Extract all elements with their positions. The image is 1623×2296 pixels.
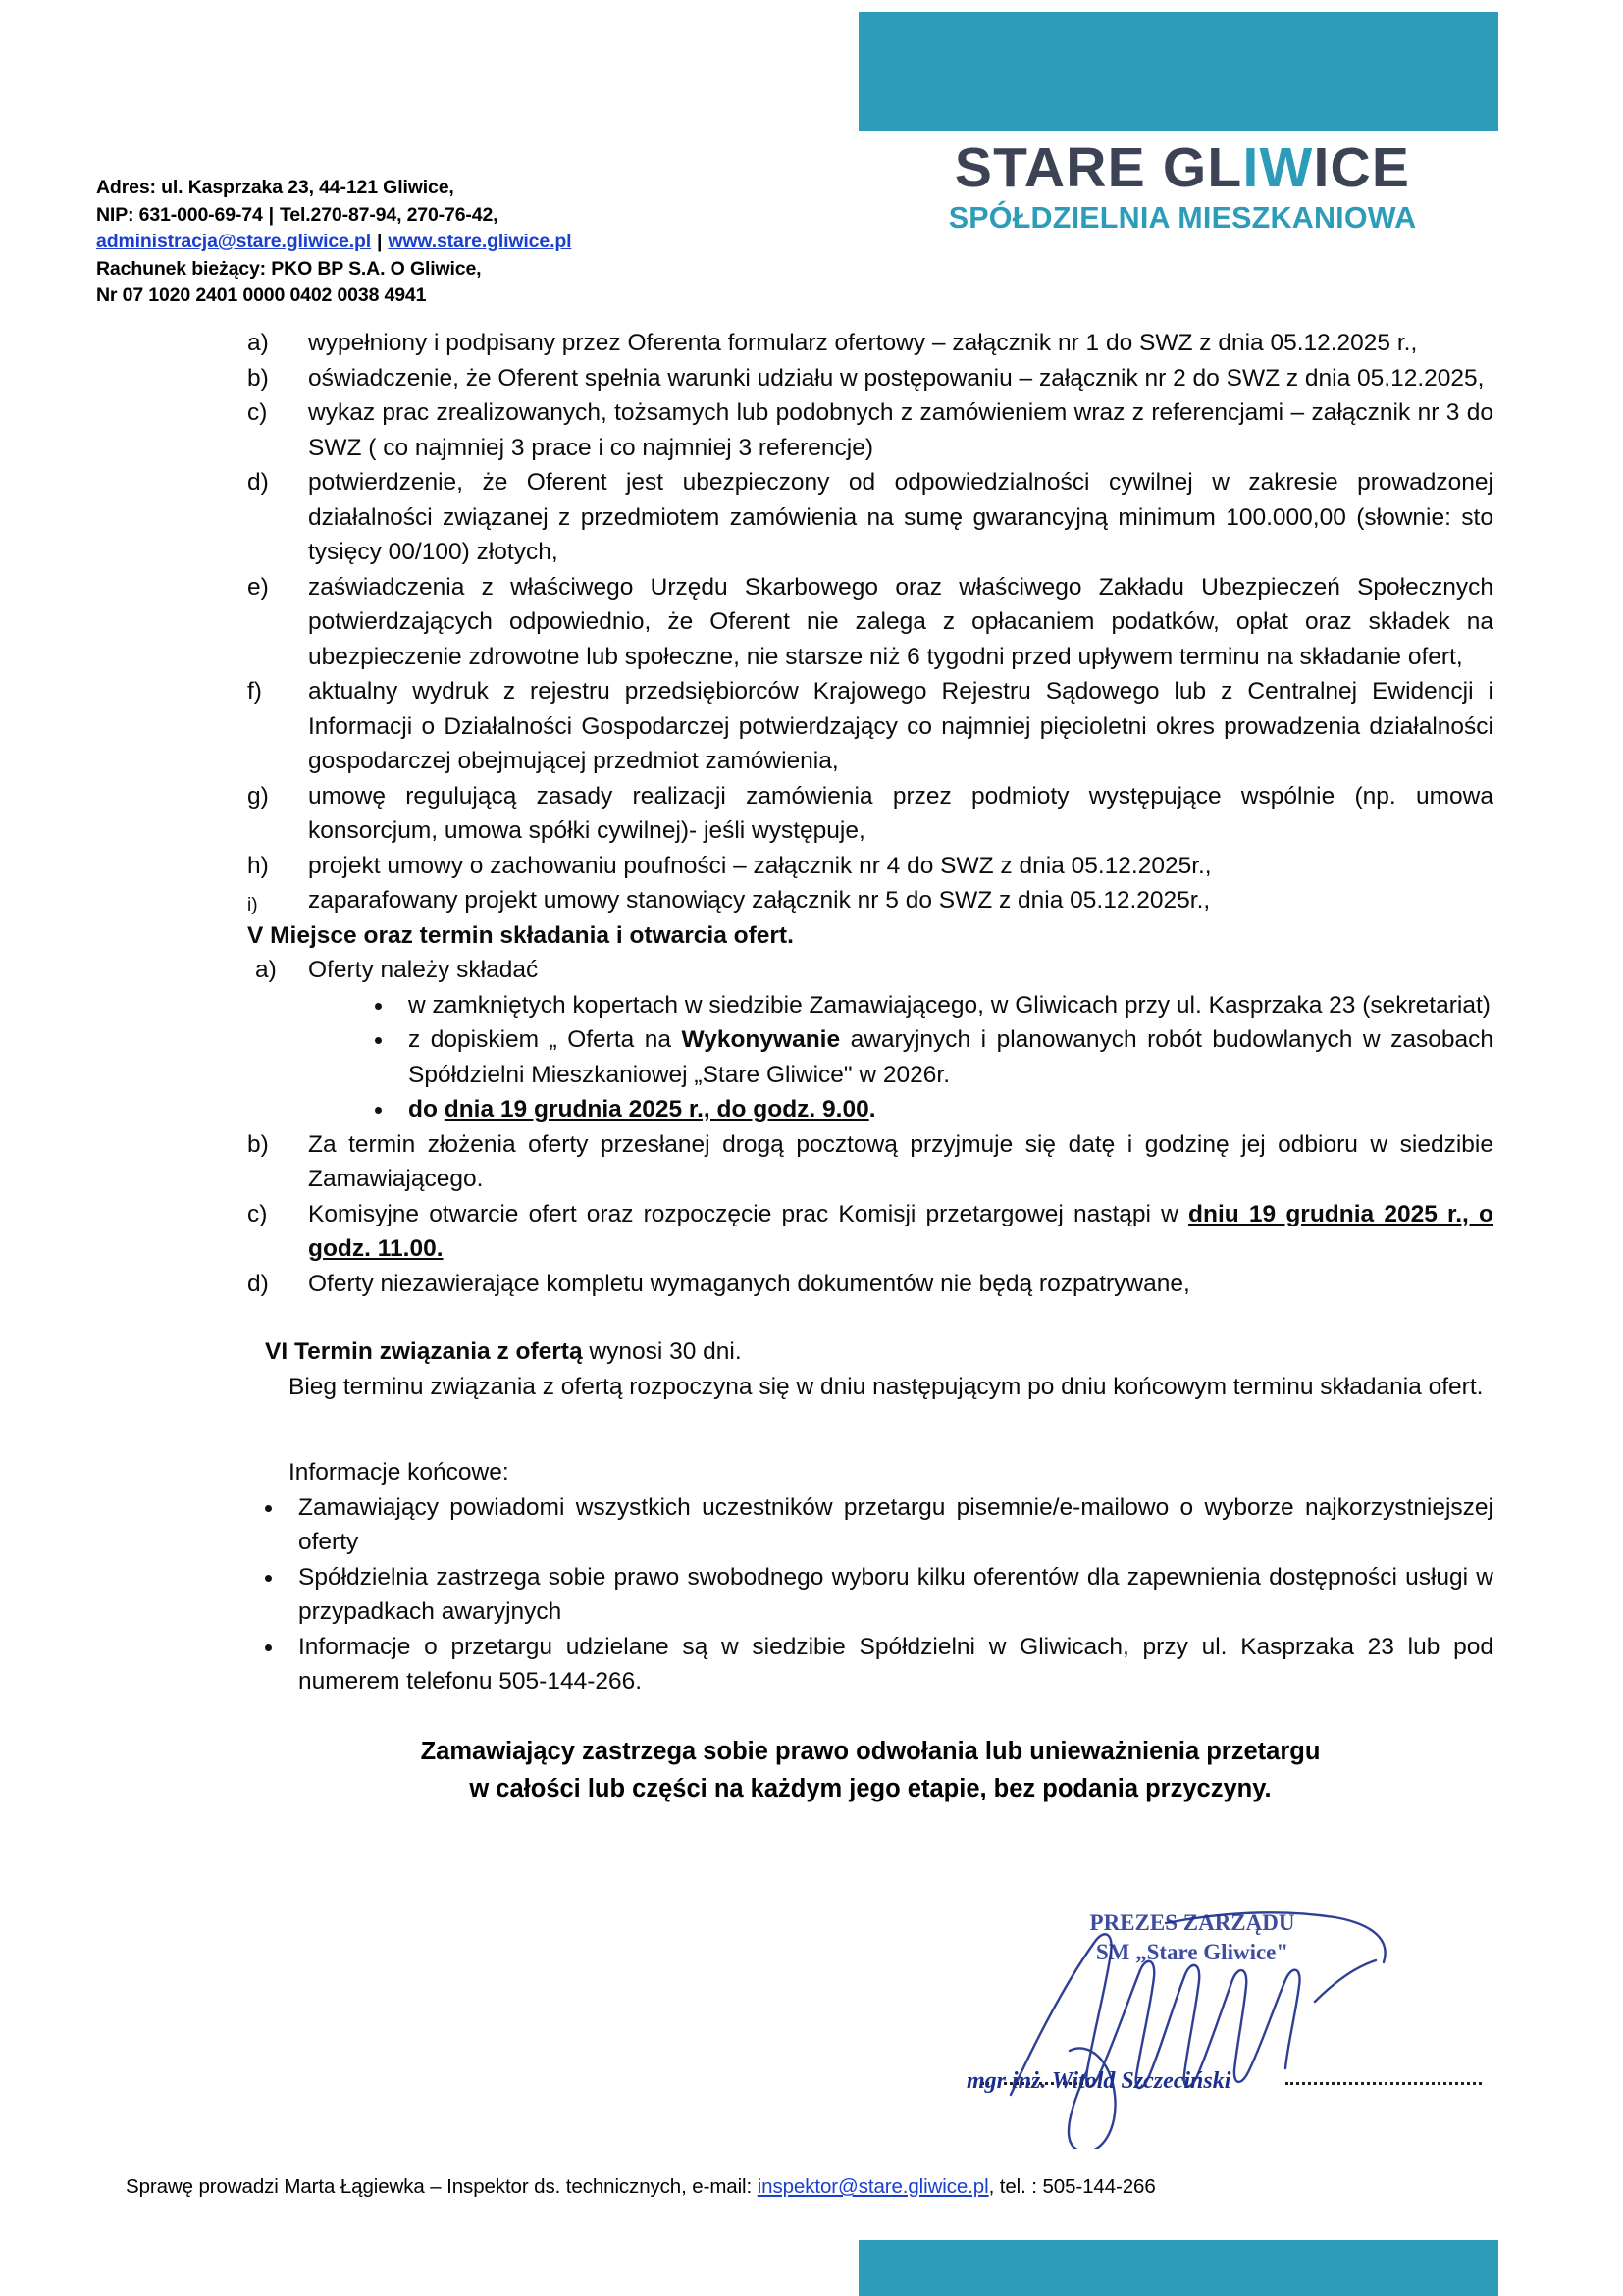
- list-item-text: projekt umowy o zachowaniu poufności – załącznik nr 4 do SWZ z dnia 05.12.2025r.,: [308, 852, 1212, 879]
- list-marker: a): [255, 957, 277, 983]
- section-vi-heading-bold: VI Termin związania z ofertą: [265, 1338, 583, 1365]
- closing-line-2: w całości lub części na każdym jego etapie, bez podania przyczyny.: [469, 1774, 1272, 1802]
- final-info-heading: Informacje końcowe:: [288, 1459, 509, 1486]
- section-vi-paragraph: Bieg terminu związania z ofertą rozpoczyna się w dniu następującym po dniu końcowym terminu składania ofert.: [288, 1373, 1484, 1400]
- stamp-text: [1025, 1908, 1359, 1967]
- section-v-heading: V Miejsce oraz termin składania i otwarcia ofert.: [247, 921, 794, 949]
- section-v-item-d-text: Oferty niezawierające kompletu wymaganych dokumentów nie będą rozpatrywane,: [308, 1270, 1190, 1297]
- list-item: [247, 465, 1493, 570]
- section-v-item-a-text: Oferty należy składać: [308, 957, 539, 983]
- signature-name: mgr inż. Witold Szczeciński: [967, 2068, 1231, 2094]
- footer-post-text: , tel. : 505-144-266: [988, 2175, 1156, 2198]
- list-item: [247, 1197, 1493, 1267]
- list-item: [357, 1092, 1493, 1127]
- section-vi-heading: [247, 1334, 1493, 1370]
- list-item: [247, 1127, 1493, 1197]
- address-line-nip-tel: [96, 202, 571, 230]
- list-marker: i): [247, 895, 258, 915]
- section-v-item-a: [247, 953, 1493, 988]
- list-item: [247, 1490, 1493, 1560]
- list-marker: h): [247, 852, 269, 879]
- document-footer: [0, 2173, 1623, 2201]
- signature-dotted-line-right: [1285, 2082, 1482, 2085]
- bullet-text-annotation-bold: Wykonywanie: [681, 1026, 841, 1053]
- logo-title-part2: ICE: [1313, 136, 1411, 199]
- final-info-bullets: [247, 1490, 1493, 1699]
- list-marker: e): [247, 573, 269, 600]
- list-item: [247, 1630, 1493, 1699]
- list-marker: g): [247, 782, 269, 809]
- stamp-line-1: PREZES ZARZĄDU: [1089, 1910, 1295, 1935]
- telephone-value: Tel.270-87-94, 270-76-42,: [279, 203, 498, 226]
- list-item-text: aktualny wydruk z rejestru przedsiębiorców Krajowego Rejestru Sądowego lub z Centralnej Ewidencji i Informacji o Działalności Gospodarczej potwierdzający co najmniej pięcioletni okres prowadzenia działalności gospodarczej obejmującej przedmiot zamówienia,: [308, 678, 1493, 774]
- email-link[interactable]: administracja@stare.gliwice.pl: [96, 231, 372, 252]
- final-info-bullet-2: Spółdzielnia zastrzega sobie prawo swobodnego wyboru kilku oferentów dla zapewnienia dostępności usługi w przypadkach awaryjnych: [298, 1563, 1493, 1625]
- list-item: [357, 1022, 1493, 1092]
- final-info-bullet-1: Zamawiający powiadomi wszystkich uczestników przetargu pisemnie/e-mailowo o wyborze najkorzystniejszej oferty: [298, 1493, 1493, 1555]
- list-item-text: oświadczenie, że Oferent spełnia warunki udziału w postępowaniu – załącznik nr 2 do SWZ z dnia 05.12.2025,: [308, 364, 1485, 391]
- bullet-text-annotation-post: awaryjnych i planowanych robót budowlanych w zasobach Spółdzielni Mieszkaniowej „Stare Gliwice" w 2026r.: [408, 1026, 1493, 1088]
- list-item: [247, 883, 1493, 918]
- list-item: [247, 674, 1493, 779]
- closing-line-1: Zamawiający zastrzega sobie prawo odwołania lub unieważnienia przetargu: [420, 1737, 1321, 1765]
- list-marker: a): [247, 330, 269, 356]
- bullet-text-envelope: w zamkniętych kopertach w siedzibie Zamawiającego, w Gliwicach przy ul. Kasprzaka 23 (sekretariat): [408, 991, 1491, 1018]
- document-body: [0, 326, 1623, 1807]
- final-info-bullet-3: Informacje o przetargu udzielane są w siedzibie Spółdzielni w Gliwicach, przy ul. Kasprzaka 23 lub pod numerem telefonu 505-144-266.: [298, 1633, 1493, 1695]
- footer-pre-text: Sprawę prowadzi Marta Łągiewka – Inspektor ds. technicznych, e-mail:: [126, 2175, 758, 2198]
- logo-title-accent: IW: [1242, 136, 1314, 199]
- logo-title: [859, 137, 1506, 198]
- footer-email-link[interactable]: inspektor@stare.gliwice.pl: [757, 2175, 989, 2198]
- bullet-text-deadline-pre: do: [408, 1096, 445, 1122]
- bullet-text-deadline-post: .: [868, 1096, 876, 1122]
- list-item: [357, 988, 1493, 1023]
- list-item-text: zaświadczenia z właściwego Urzędu Skarbowego oraz właściwego Zakładu Ubezpieczeń Społecznych potwierdzających odpowiednio, że Oferent nie zalega z opłacaniem podatków, opłat oraz składek na ubezpieczenie zdrowotne lub społeczne, nie starsze niż 6 tygodni przed upływem terminu na składanie ofert,: [308, 573, 1493, 670]
- list-marker: d): [247, 469, 269, 496]
- address-line-email-www: [96, 229, 571, 256]
- content-column: [130, 326, 1493, 1733]
- list-item: [247, 849, 1493, 884]
- logo-subtitle: SPÓŁDZIELNIA MIESZKANIOWA: [948, 201, 1417, 235]
- list-marker: f): [247, 678, 262, 704]
- nip-value: NIP: 631-000-69-74: [96, 203, 263, 226]
- logo-title-part1: STARE GL: [954, 136, 1243, 199]
- document-header: [0, 0, 1623, 324]
- signature-block: [0, 1904, 1623, 2159]
- list-item: [247, 395, 1493, 465]
- section-v-item-b-text: Za termin złożenia oferty przesłanej drogą pocztową przyjmuje się datę i godzinę jej odbioru w siedzibie Zamawiającego.: [308, 1130, 1493, 1192]
- section-v-item-c-date: dniu 19 grudnia 2025 r., o godz. 11.00.: [308, 1200, 1493, 1262]
- section-v-remaining-items: [247, 1127, 1493, 1302]
- teal-footer-band: [859, 2240, 1498, 2296]
- bullet-text-annotation-pre: z dopiskiem „ Oferta na: [408, 1026, 682, 1053]
- list-item-text: wykaz prac zrealizowanych, tożsamych lub podobnych z zamówieniem wraz z referencjami – załącznik nr 3 do SWZ ( co najmniej 3 prace i co najmniej 3 referencje): [308, 399, 1493, 461]
- list-marker: c): [247, 399, 268, 426]
- attachments-list: [247, 326, 1493, 918]
- stamp-line-2: SM „Stare Gliwice": [1095, 1940, 1289, 1964]
- address-line-bank: Rachunek bieżący: PKO BP S.A. O Gliwice,: [96, 257, 482, 280]
- address-line-account-number: Nr 07 1020 2401 0000 0402 0038 4941: [96, 285, 427, 306]
- section-v-item-c-text: [308, 1197, 1493, 1267]
- address-line-street: Adres: ul. Kasprzaka 23, 44-121 Gliwice,: [96, 177, 454, 198]
- list-item-text: wypełniony i podpisany przez Oferenta formularz ofertowy – załącznik nr 1 do SWZ z dnia 05.12.2025 r.,: [308, 330, 1418, 356]
- list-item-text: potwierdzenie, że Oferent jest ubezpieczony od odpowiedzialności cywilnej w zakresie prowadzonej działalności związanej z przedmiotem zamówienia na sumę gwarancyjną minimum 100.000,00 (słownie: sto tysięcy 00/100) złotych,: [308, 469, 1493, 565]
- list-marker: b): [247, 364, 269, 391]
- list-item-text: zaparafowany projekt umowy stanowiący załącznik nr 5 do SWZ z dnia 05.12.2025r.,: [308, 887, 1211, 913]
- company-address-block: [96, 175, 571, 310]
- list-item: [247, 326, 1493, 361]
- list-item-text: umowę regulującą zasady realizacji zamówienia przez podmioty występujące wspólnie (np. umowa konsorcjum, umowa spółki cywilnej)- jeśli występuje,: [308, 782, 1493, 844]
- list-marker: d): [247, 1270, 269, 1297]
- list-item: [247, 1560, 1493, 1630]
- teal-header-band: [859, 12, 1498, 131]
- company-logo: [859, 137, 1506, 235]
- closing-statement: [130, 1733, 1493, 1807]
- list-item: [247, 570, 1493, 675]
- list-item: [247, 779, 1493, 849]
- list-marker: c): [247, 1200, 268, 1227]
- list-item: [247, 1267, 1493, 1302]
- list-item: [247, 361, 1493, 396]
- separator-2: |: [377, 231, 383, 252]
- bullet-text-deadline-date: dnia 19 grudnia 2025 r., do godz. 9.00: [444, 1096, 869, 1122]
- submission-bullets: [357, 988, 1493, 1127]
- list-marker: b): [247, 1130, 269, 1158]
- section-v-item-c-pre: Komisyjne otwarcie ofert oraz rozpoczęcie prac Komisji przetargowej nastąpi w: [308, 1200, 1189, 1227]
- website-link[interactable]: www.stare.gliwice.pl: [388, 231, 572, 252]
- separator-1: |: [268, 203, 274, 226]
- section-vi-heading-rest: wynosi 30 dni.: [582, 1338, 742, 1365]
